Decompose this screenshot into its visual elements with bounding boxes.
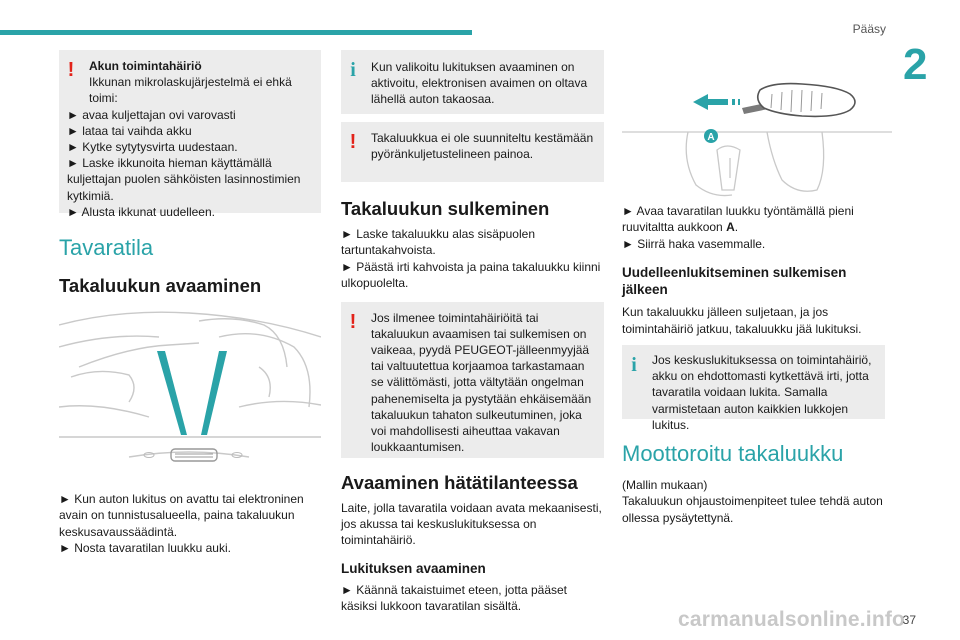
- tailgate-illustration: [59, 307, 321, 477]
- battery-warning-line: Ikkunan mikrolaskujärjestelmä ei ehkä toimi:: [89, 75, 292, 106]
- subsection-title-close: Takaluukun sulkeminen: [341, 198, 550, 219]
- info-box-text: Kun valikoitu lukituksen avaaminen on aktivoitu, elektronisen avaimen on oltava lähellä auton takaosaa.: [371, 60, 588, 107]
- unlock-title: Lukituksen avaaminen: [341, 560, 486, 576]
- chapter-number: 2: [903, 40, 928, 89]
- column-3: [622, 50, 887, 526]
- screwdriver-drawing: [622, 50, 892, 198]
- warning-box-text: Jos ilmenee toimintahäiriöitä tai takaluukun avaamisen tai sulkemisen on vaikeaa, pyydä PEUGEOT-jälleenmyyjää tai valtuutettua korjaamoa tarkastamaan se välittömästi, jotta vältytään ongelman pahenemiselta ja pystytään ehkäisemään takaluukun tahaton sulkeutuminen, joka voi mahdollisesti aiheuttaa vakavan loukkaantumisen.: [371, 310, 592, 455]
- emergency-step-bold: A: [726, 220, 735, 235]
- battery-warning-line: ► Kytke sytytysvirta uudestaan.: [67, 140, 238, 155]
- info-icon: i: [350, 59, 356, 81]
- section-title-motorized: Moottoroitu takaluukku: [622, 441, 844, 467]
- open-step: ► Kun auton lukitus on avattu tai elektroninen avain on tunnistusalueella, paina takaluukun keskusavaussäädintä.: [59, 492, 304, 539]
- warning-icon: !: [67, 59, 75, 81]
- emergency-text: Laite, jolla tavaratila voidaan avata mekaanisesti, jos akussa tai keskuslukituksessa on toimintahäiriö.: [341, 500, 602, 548]
- section-title-tavaratila: Tavaratila: [59, 235, 154, 260]
- warning-icon: !: [349, 310, 357, 333]
- close-step: ► Päästä irti kahvoista ja paina takaluukku kiinni ulkopuolelta.: [341, 259, 601, 291]
- warning-icon: !: [349, 131, 357, 153]
- subsection-title-open: Takaluukun avaaminen: [59, 275, 262, 296]
- close-step: ► Laske takaluukku alas sisäpuolen tartuntakahvoista.: [341, 227, 535, 258]
- info-box-central-locking: [622, 345, 885, 432]
- battery-warning-line: ► Alusta ikkunat uudelleen.: [67, 204, 215, 219]
- emergency-step-text: ► Avaa tavaratilan luukku työntämällä pieni ruuvitaltta aukkoon: [622, 204, 854, 235]
- info-icon: i: [631, 354, 637, 377]
- unlock-text: ► Käännä takaistuimet eteen, jotta pääset käsiksi lukkoon tavaratilan sisältä.: [341, 582, 568, 614]
- illustration-label-a: A: [707, 132, 715, 143]
- warning-box-bike-rack: [341, 122, 604, 182]
- relock-text: Kun takaluukku jälleen suljetaan, ja jos toimintahäiriö jatkuu, takaluukku jää lukituksi.: [622, 305, 862, 336]
- battery-warning-title: Akun toimintahäiriö: [89, 59, 202, 73]
- watermark: carmanualsonline.info: [678, 608, 906, 631]
- emergency-lock-illustration: [622, 50, 892, 198]
- column-2: [341, 50, 604, 615]
- info-box-text: Jos keskuslukituksessa on toimintahäiriö, akku on ehdottomasti kytkettävä irti, jotta tavaratila voidaan lukita. Samalla varmistetaan auton kaikkien lukkojen lukitus.: [652, 353, 872, 432]
- header-accent-bar: [0, 30, 472, 35]
- page-number: 37: [902, 613, 916, 627]
- battery-warning-line: ► avaa kuljettajan ovi varovasti: [67, 107, 236, 122]
- motor-subtitle: (Mallin mukaan): [622, 478, 708, 493]
- warning-box-text: Takaluukkua ei ole suunniteltu kestämään pyöränkuljetustelineen painoa.: [371, 131, 594, 162]
- subsection-title-emergency: Avaaminen hätätilanteessa: [341, 471, 578, 493]
- column-1: [59, 50, 321, 557]
- relock-title: Uudelleenlukitseminen sulkemisen jälkeen: [622, 265, 847, 298]
- battery-warning-box: [59, 50, 321, 219]
- tailgate-drawing: [59, 307, 321, 477]
- battery-warning-line: ► Laske ikkunoita hieman käyttämällä kuljettajan puolen sähköisten lasinnostimien kytkimiä.: [67, 156, 301, 203]
- section-name: Pääsy: [852, 22, 886, 36]
- emergency-step: ► Avaa tavaratilan luukku työntämällä pieni ruuvitaltta aukkoon A.: [622, 204, 854, 235]
- battery-warning-line: ► lataa tai vaihda akku: [67, 123, 192, 138]
- emergency-step: ► Siirrä haka vasemmalle.: [622, 236, 766, 251]
- open-step: ► Nosta tavaratilan luukku auki.: [59, 541, 231, 556]
- warning-box-malfunction: [341, 302, 604, 458]
- motor-text: Takaluukun ohjaustoimenpiteet tulee tehdä auton ollessa pysäytettynä.: [622, 494, 883, 525]
- info-box-selective-unlock: [341, 50, 604, 114]
